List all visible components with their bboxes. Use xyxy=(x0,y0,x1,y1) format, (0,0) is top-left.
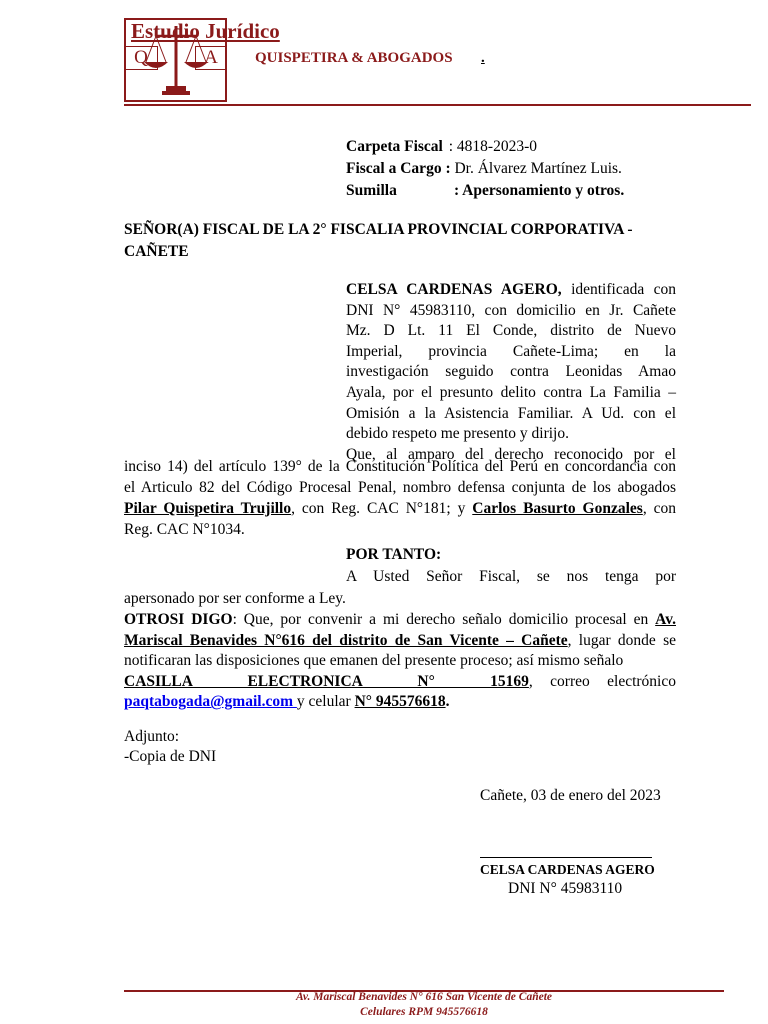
email-link[interactable]: paqtabogada@gmail.com xyxy=(124,693,297,711)
firm-name: QUISPETIRA & ABOGADOS xyxy=(255,50,453,66)
case-sumilla-row xyxy=(346,182,624,200)
attachment-item: -Copia de DNI xyxy=(124,748,217,765)
intro-line: identificada con xyxy=(571,281,677,298)
firm-script-title: Estudio Jurídico xyxy=(131,19,280,43)
reg-last-line: Reg. CAC N°1034. xyxy=(124,520,245,538)
por-tanto-line: apersonado por ser conforme a Ley. xyxy=(124,590,346,607)
que-line: Que, al amparo del derecho reconocido por el xyxy=(346,445,676,463)
otrosi-address: Av. Mariscal Benavides N°616 del distrito de San Vicente – Cañete xyxy=(124,611,676,649)
otrosi-text: , lugar donde se notificaran las disposiciones que emanen del presente proceso; así mismo señalo xyxy=(124,631,676,670)
contact-line xyxy=(124,692,676,713)
intro-line: Ayala, por el presunto delito contra La Familia – xyxy=(346,383,676,401)
case-carpeta-row xyxy=(346,138,537,156)
footer-address: Av. Mariscal Benavides N° 616 San Vicente de Cañete xyxy=(296,991,552,1003)
lawyer-2-reg: , con xyxy=(642,500,676,518)
logo-letter-a: A xyxy=(195,46,227,70)
otrosi-paragraph xyxy=(124,610,676,713)
lawyers-line xyxy=(124,499,676,520)
salutation: SEÑOR(A) FISCAL DE LA 2° FISCALIA PROVINCIAL CORPORATIVA - CAÑETE xyxy=(124,221,633,260)
que-line: el Articulo 82 del Código Procesal Penal, nombro defensa conjunta de los abogados xyxy=(124,478,676,496)
case-fiscal-row xyxy=(346,160,622,178)
lawyer-1-reg: , con Reg. CAC N°181; y xyxy=(291,500,466,518)
logo-letter-q: Q xyxy=(124,46,158,70)
sumilla-label: Sumilla xyxy=(346,182,397,199)
lawyer-1: Pilar Quispetira Trujillo xyxy=(124,500,292,518)
period: . xyxy=(445,693,450,711)
lawyer-2: Carlos Basurto Gonzales xyxy=(472,500,643,518)
date-line: Cañete, 03 de enero del 2023 xyxy=(480,787,661,804)
carpeta-label: Carpeta Fiscal xyxy=(346,138,443,155)
que-line: inciso 14) del artículo 139° de la Constitución Política del Perú en concordancia con xyxy=(124,458,676,475)
por-tanto-heading: POR TANTO: xyxy=(346,546,442,563)
otrosi-label: OTROSI DIGO xyxy=(124,611,233,628)
intro-line: investigación seguido contra Leonidas Amao xyxy=(346,363,676,381)
celular-number: N° 945576618 xyxy=(354,693,446,711)
fiscal-value: Dr. Álvarez Martínez Luis. xyxy=(450,160,622,177)
intro-paragraph xyxy=(346,280,676,465)
intro-name: CELSA CARDENAS AGERO, xyxy=(346,281,562,298)
otrosi-text: : Que, por convenir a mi derecho señalo domicilio procesal en xyxy=(232,611,649,628)
carpeta-value: : 4818-2023-0 xyxy=(448,138,537,155)
por-tanto-line: A Usted Señor Fiscal, se nos tenga por xyxy=(346,568,676,585)
body-paragraph xyxy=(124,457,676,540)
celular-label: y celular xyxy=(296,693,351,711)
correo-label: , correo electrónico xyxy=(528,672,676,690)
intro-line: Mz. D Lt. 11 El Conde, distrito de Nuevo xyxy=(346,322,676,340)
attachments-label: Adjunto: xyxy=(124,728,180,745)
casilla-number: CASILLA ELECTRONICA N° 15169 xyxy=(124,672,529,690)
signature-name: CELSA CARDENAS AGERO xyxy=(480,862,655,877)
intro-line: debido respeto me presento y dirijo. xyxy=(346,425,569,443)
footer-phone: Celulares RPM 945576618 xyxy=(360,1006,488,1018)
intro-line: Imperial, provincia Cañete-Lima; en la xyxy=(346,342,676,360)
signature-dni: DNI N° 45983110 xyxy=(508,880,623,897)
sumilla-value: : Apersonamiento y otros. xyxy=(454,182,625,199)
firm-name-dot: . xyxy=(481,50,485,66)
signature-line xyxy=(480,857,652,858)
casilla-line xyxy=(124,672,676,693)
intro-line: Omisión a la Asistencia Familiar. A Ud. con el xyxy=(346,404,676,422)
fiscal-label: Fiscal a Cargo : xyxy=(346,160,451,177)
header-rule xyxy=(124,104,751,106)
intro-line: DNI N° 45983110, con domicilio en Jr. Cañete xyxy=(346,301,676,319)
